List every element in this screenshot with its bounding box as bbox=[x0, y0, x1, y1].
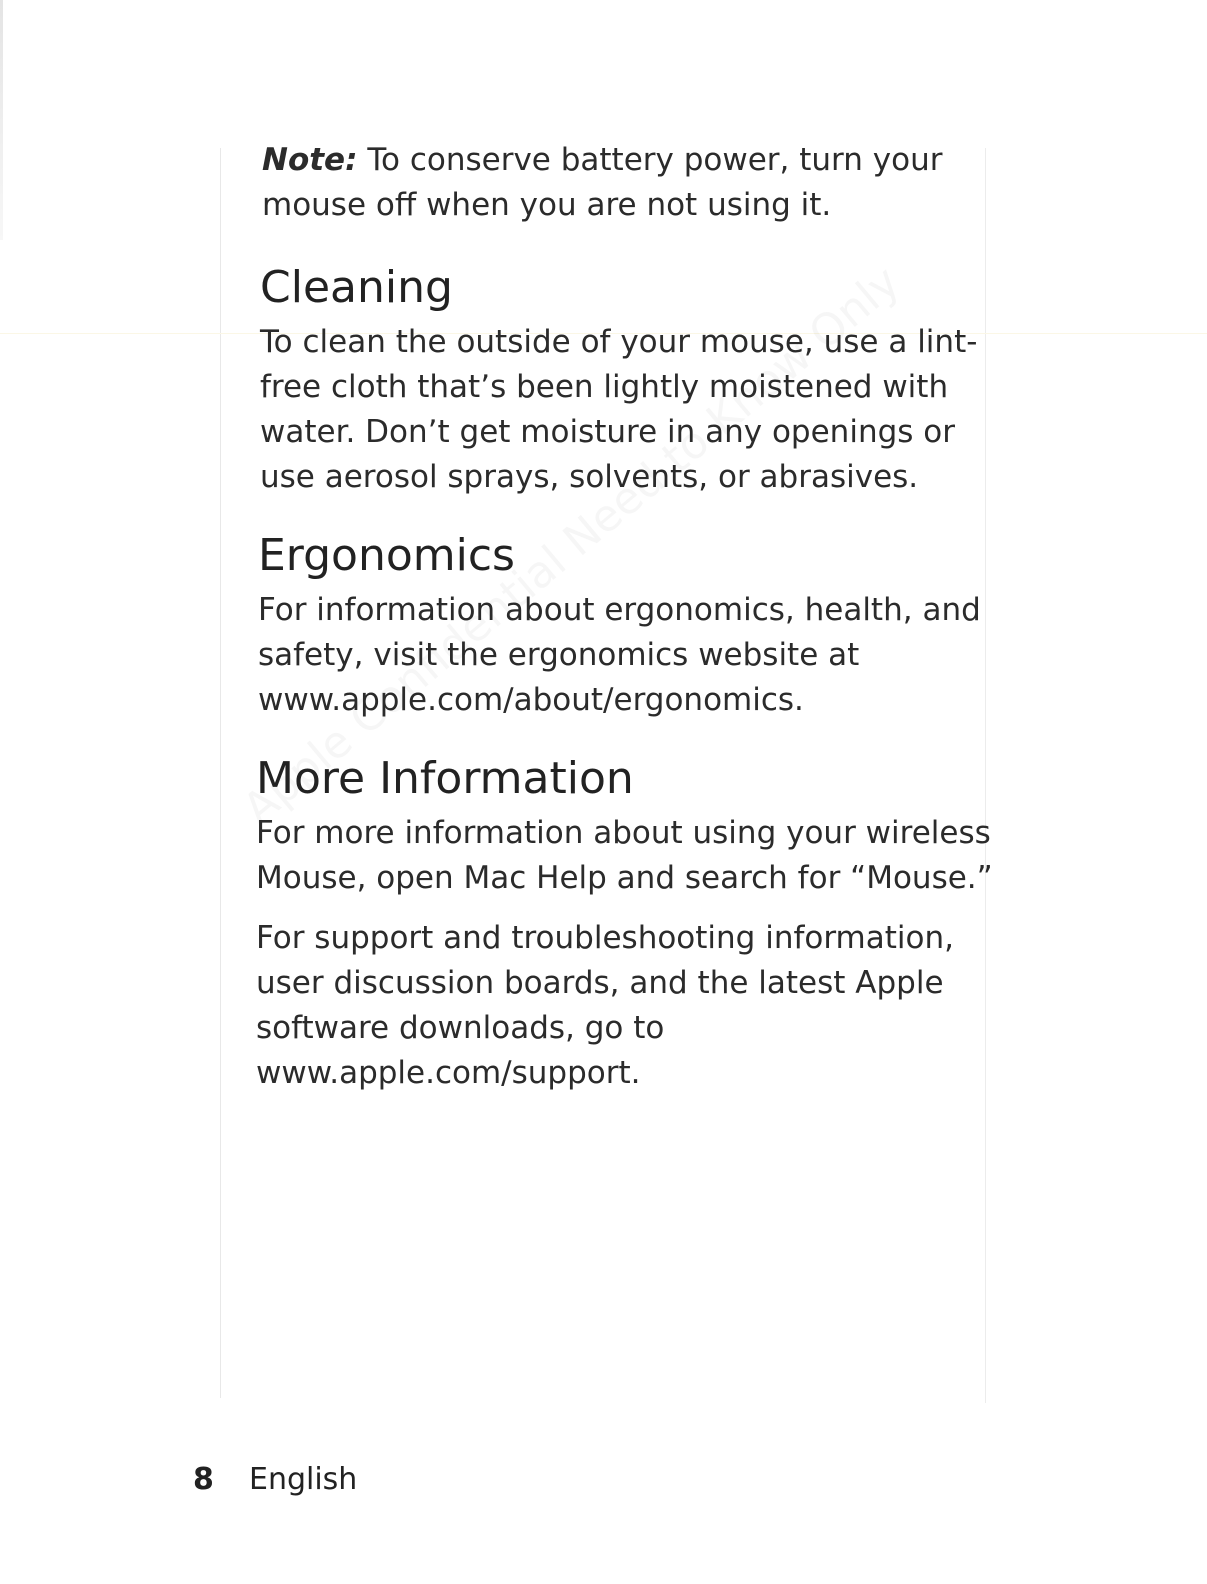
page-content bbox=[258, 138, 993, 1096]
footer-language: English bbox=[249, 1462, 358, 1497]
scan-edge-shadow bbox=[0, 0, 3, 240]
ergonomics-heading: Ergonomics bbox=[258, 530, 515, 581]
note-label: Note: bbox=[262, 142, 358, 178]
left-margin-rule bbox=[220, 148, 221, 1398]
page-number: 8 bbox=[193, 1462, 214, 1497]
mac-help-paragraph: For more information about using your wireless Mouse, open Mac Help and search for “Mouse.” bbox=[256, 815, 993, 896]
note-text: To conserve battery power, turn your mouse off when you are not using it. bbox=[262, 142, 943, 223]
cleaning-heading: Cleaning bbox=[260, 262, 453, 313]
more-information-heading: More Information bbox=[256, 753, 634, 804]
page-footer bbox=[193, 1460, 357, 1500]
support-paragraph: For support and troubleshooting information, user discussion boards, and the latest Apple software downloads, go to www.apple.com/support. bbox=[256, 920, 954, 1091]
cleaning-paragraph: To clean the outside of your mouse, use a lint-free cloth that’s been lightly moistened with water. Don’t get moisture in any openings or use aerosol sprays, solvents, or abrasives. bbox=[260, 324, 978, 495]
battery-note bbox=[262, 138, 993, 228]
ergonomics-paragraph: For information about ergonomics, health, and safety, visit the ergonomics website at www.apple.com/about/ergonomics. bbox=[258, 592, 981, 718]
